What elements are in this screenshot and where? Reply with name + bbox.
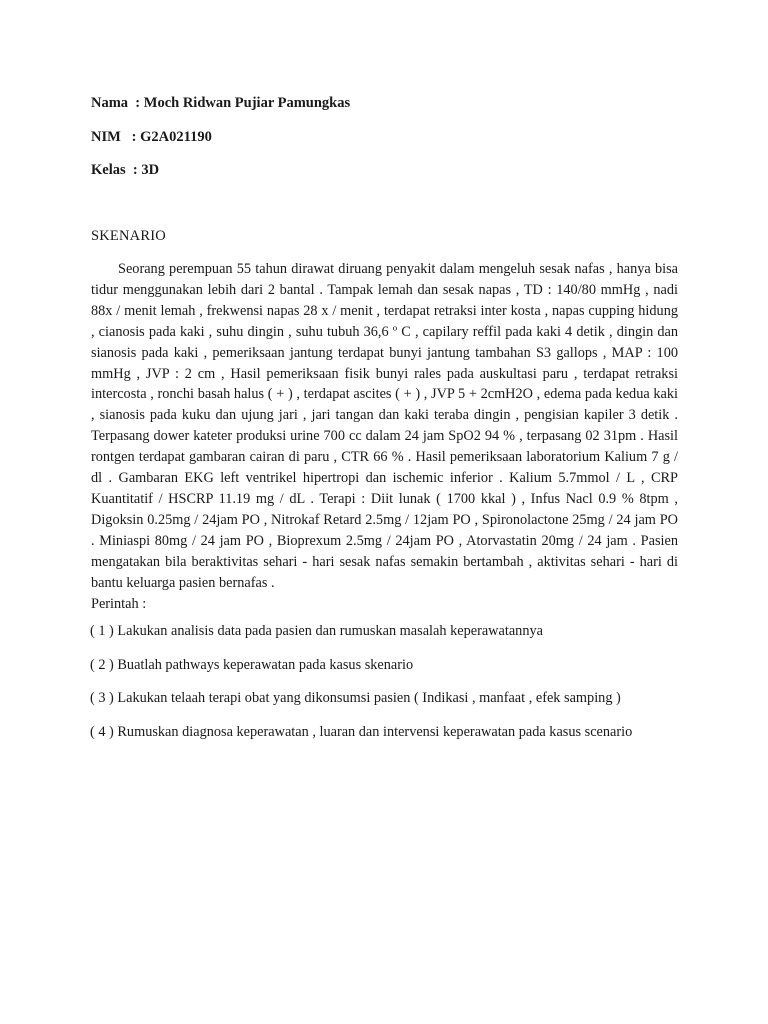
student-info — [91, 93, 591, 194]
task-item-3: ( 3 ) Lakukan telaah terapi obat yang dikonsumsi pasien ( Indikasi , manfaat , efek samping ) — [90, 690, 621, 706]
instruction-label: Perintah : — [91, 595, 147, 612]
student-name: Nama : Moch Ridwan Pujiar Pamungkas — [91, 95, 351, 111]
task-item-4: ( 4 ) Rumuskan diagnosa keperawatan , luaran dan intervensi keperawatan pada kasus scenario — [90, 723, 633, 740]
scenario-text — [91, 259, 678, 614]
scenario-paragraph: Seorang perempuan 55 tahun dirawat diruang penyakit dalam mengeluh sesak nafas , hanya bisa tidur menggunakan lebih dari 2 bantal . Tampak lemah dan sesak napas , TD : 140/80 mmHg , nadi 88x / menit lemah , frekwensi napas 28 x / menit , terdapat retraksi inter kosta , napas cupping hidung , cianosis pada kaki , suhu dingin , suhu tubuh 36,6 º C , capilary reffil pada kaki 4 detik , dingin dan sianosis pada kaki , pemeriksaan jantung terdapat bunyi jantung tambahan S3 gallops , MAP : 100 mmHg , JVP : 2 cm , Hasil pemeriksaan fisik bunyi rales pada auskultasi paru , terdapat retraksi intercosta , ronchi basah halus ( + ) , terdapat ascites ( + ) , JVP 5 + 2cmH2O , edema pada kedua kaki , sianosis pada kuku dan ujung jari , jari tangan dan kaki teraba dingin , pengisian kapiler 3 detik . Terpasang dower kateter produksi urine 700 cc dalam 24 jam SpO2 94 % , terpasang 02 31pm . Hasil rontgen terdapat gambaran cairan di paru , CTR 66 % . Hasil pemeriksaan laboratorium Kalium 7 g / dl . Gambaran EKG left ventrikel hipertropi dan ischemic inferior . Kalium 5.7mmol / L , CRP Kuantitatif / HSCRP 11.19 mg / dL . Terapi : Diit lunak ( 1700 kkal ) , Infus Nacl 0.9 % 8tpm , Digoksin 0.25mg / 24jam PO , Nitrokaf Retard 2.5mg / 12jam PO , Spironolactone 25mg / 24 jam PO . Miniaspi 80mg / 24 jam PO , Bioprexum 2.5mg / 24jam PO , Atorvastatin 20mg / 24 jam . Pasien mengatakan bila beraktivitas sehari - hari sesak nafas semakin bertambah , aktivitas sehari - hari di bantu keluarga pasien bernafas . — [91, 261, 678, 591]
task-item-2: ( 2 ) Buatlah pathways keperawatan pada kasus skenario — [90, 656, 414, 673]
task-item-1: ( 1 ) Lakukan analisis data pada pasien dan rumuskan masalah keperawatannya — [90, 623, 543, 639]
student-class: Kelas : 3D — [91, 162, 160, 178]
section-title: SKENARIO — [91, 228, 166, 244]
student-nim: NIM : G2A021190 — [91, 128, 212, 145]
task-list — [90, 621, 690, 755]
